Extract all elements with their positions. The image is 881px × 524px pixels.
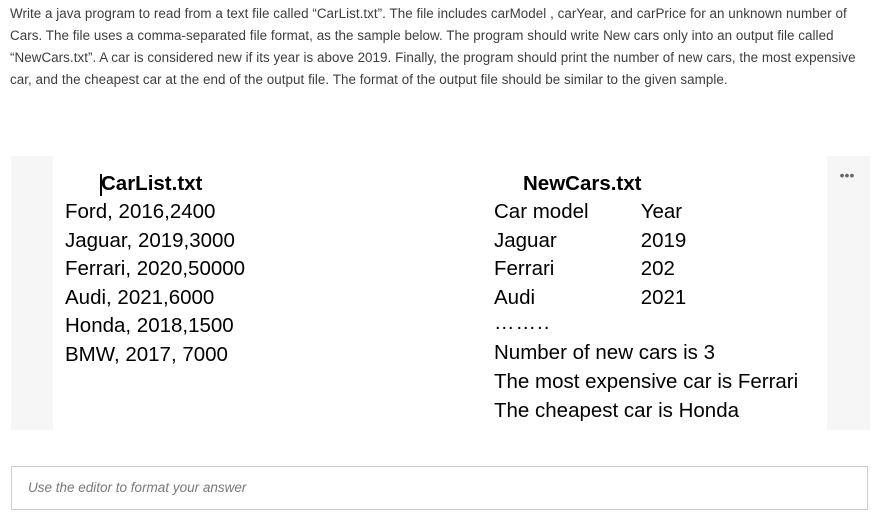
newcars-model: Audi <box>494 285 536 309</box>
newcars-model: Jaguar <box>494 228 557 252</box>
newcars-row <box>494 255 798 284</box>
image-left-margin <box>11 156 53 430</box>
carlist-column <box>65 170 245 370</box>
answer-editor[interactable] <box>11 466 868 510</box>
newcars-header-row <box>494 198 798 227</box>
more-horizontal-icon[interactable]: ••• <box>839 167 855 183</box>
newcars-year: 202 <box>640 257 675 281</box>
question-text: Write a java program to read from a text file called “CarList.txt”. The file includes carModel , carYear, and carPrice for an unknown number of Cars. The file uses a comma-separated file format, as the sample below. The program should write New cars only into an output file called “NewCars.txt”. A car is considered new if its year is above 2019. Finally, the program should print the number of new cars, the most expensive car, and the cheapest car at the end of the output file. The format of the output file should be similar to the given sample. <box>10 6 856 87</box>
summary-most-expensive: The most expensive car is Ferrari <box>494 370 799 394</box>
newcars-title: NewCars.txt <box>523 172 642 195</box>
question-image <box>11 156 870 430</box>
carlist-row: Ford, 2016,2400 <box>65 200 216 223</box>
newcars-ellipsis: …….. <box>494 311 551 335</box>
carlist-row: Audi, 2021,6000 <box>65 285 215 309</box>
summary-cheapest: The cheapest car is Honda <box>494 399 739 423</box>
summary-new-count: Number of new cars is 3 <box>494 341 716 365</box>
image-right-margin <box>827 156 870 430</box>
carlist-row: Honda, 2018,1500 <box>65 314 234 338</box>
header-car-model: Car model <box>494 200 589 223</box>
carlist-row: Jaguar, 2019,3000 <box>65 228 235 252</box>
newcars-row <box>494 284 798 313</box>
newcars-year: 2021 <box>640 285 687 309</box>
carlist-row: Ferrari, 2020,50000 <box>65 257 246 281</box>
carlist-title <box>101 170 245 198</box>
text-cursor <box>100 174 102 196</box>
newcars-row <box>494 227 798 256</box>
header-year: Year <box>640 200 683 223</box>
answer-placeholder: Use the editor to format your answer <box>28 480 247 495</box>
newcars-column <box>494 170 798 425</box>
question-text-block <box>10 3 872 91</box>
newcars-model: Ferrari <box>494 257 555 281</box>
carlist-row: BMW, 2017, 7000 <box>65 342 228 366</box>
newcars-year: 2019 <box>640 228 687 252</box>
carlist-title-text: CarList.txt <box>101 172 203 195</box>
